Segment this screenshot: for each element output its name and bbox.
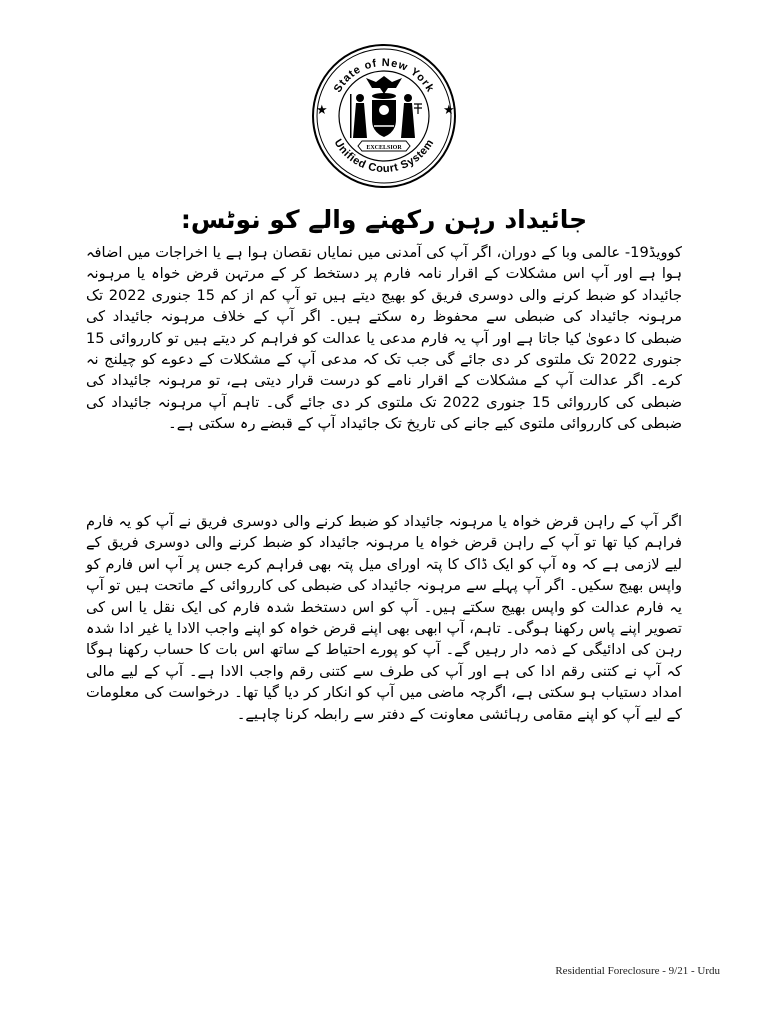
seal-star-left-icon: ★ — [316, 103, 328, 118]
page-title: جائیداد رہن رکھنے والے کو نوٹس: — [180, 205, 588, 234]
seal-graphic — [310, 42, 458, 190]
seal-motto: EXCELSIOR — [366, 145, 402, 151]
paragraph-2: اگر آپ کے راہن قرض خواہ یا مرہونہ جائیداد کو ضبط کرنے والی دوسری فریق نے آپ کو یہ فارم فراہم کیا تھا تو آپ کے راہن قرض خواہ یا مرہونہ جائیداد کو ضبط کرنے والی دوسری فریق کے لیے لازمی ہے کہ وہ آپ کو ایک ڈاک کا پتہ اوراى میل پتہ بھی فراہم کرے جس پر آپ اس فارم کو واپس بھیج سکیں۔ اگر آپ پہلے سے مرہونہ جائیداد کی ضبطی کی کارروائی کے ماتحت ہیں تو آپ یہ فارم عدالت کو واپس بھیج سکتے ہیں۔ آپ کو اس دستخط شدہ فارم کی ایک نقل یا اس کی تصویر اپنے پاس رکھنا ہوگی۔ تاہم، آپ ابھی بھی اپنے قرض خواہ کو اپنے واجب الادا یا غیر ادا شدہ رہن کی ادائیگی کے ذمہ دار رہیں گے۔ آپ کو پورے احتیاط کے ساتھ اس بات کا حساب رکھنا ہوگا کہ آپ نے کتنی رقم ادا کی ہے اور آپ کی طرف سے کتنی رقم واجب الادا ہے۔ آپ کے لیے مالی امداد دستیاب ہو سکتی ہے، اگرچہ ماضی میں آپ کو انکار کر دیا گیا تھا۔ درخواست کی معلومات کے لیے آپ کو اپنے مقامی رہائشی معاونت کے دفتر سے رابطہ کرنا چاہیے۔ — [86, 513, 682, 723]
seal-top-text: State of New York — [331, 56, 437, 95]
seal-bottom-text: Unified Court System — [331, 137, 437, 176]
page-footer: Residential Foreclosure - 9/21 - Urdu — [555, 965, 720, 977]
seal-star-right-icon: ★ — [443, 103, 455, 118]
paragraph-1: کوویڈ19- عالمی وبا کے دوران، اگر آپ کی آمدنی میں نمایاں نقصان ہوا ہے یا اخراجات میں اضافہ ہوا ہے اور آپ اس مشکلات کے اقرار نامہ فارم پر دستخط کر کے مرتہن قرض خواہ یا مرہونہ جائیداد کو ضبط کرنے والی دوسری فریق کو بھیج دیتے ہیں تو آپ کم از کم 15 جنوری 2022 تک مرہونہ جائیداد کی ضبطی سے محفوظ رہ سکتے ہیں۔ اگر آپ کے خلاف مرہونہ جائیداد کی ضبطی کا دعویٰ کیا جاتا ہے اور آپ یہ فارم مدعی یا عدالت کو فراہم کر دیتے ہیں تو کارروائی 15 جنوری 2022 تک ملتوی کر دی جائے گی جب تک کہ مدعی آپ کے مشکلات کے دعوے کو چیلنج نہ کرے۔ اگر عدالت آپ کے مشکلات کے اقرار نامے کو درست قرار دیتی ہے، تو مرہونہ جائیداد کی ضبطی کی کارروائی 15 جنوری 2022 تک ملتوی کر دی جائے گی۔ تاہم آپ مرہونہ جائیداد کی ضبطی کی کارروائی ملتوی کیے جانے کی تاریخ تک جائیداد آپ کے قبضے رہ سکتی ہے۔ — [86, 244, 683, 433]
court-seal — [310, 42, 458, 190]
